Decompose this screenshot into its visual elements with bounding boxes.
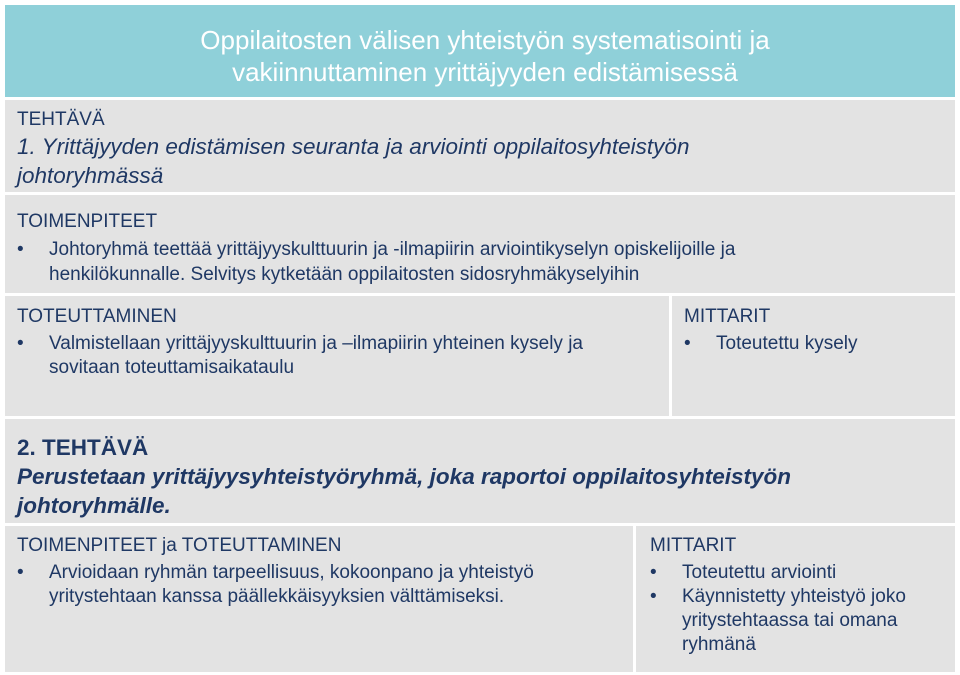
task-1-actions-label: TOIMENPITEET <box>17 211 158 232</box>
task-1-implementation-label: TOTEUTTAMINEN <box>17 306 177 327</box>
task-2-metrics-panel <box>636 526 955 672</box>
task-2-metrics-label: MITTARIT <box>650 535 737 556</box>
task-2-actions-panel <box>5 526 633 672</box>
task-1-text: 1. Yrittäjyyden edistämisen seuranta ja arviointi oppilaitosyhteistyön johtoryhmässä <box>17 134 690 188</box>
task-2-label: 2. TEHTÄVÄ <box>17 435 149 460</box>
page-title <box>135 24 835 88</box>
task-2-metrics-bullet: • Käynnistetty yhteistyö joko yritystehtaassa tai omana ryhmänä <box>650 585 932 657</box>
task-1-implementation-panel <box>5 296 669 416</box>
task-2-actions-label: TOIMENPITEET ja TOTEUTTAMINEN <box>17 535 342 556</box>
task-1-actions-panel <box>5 195 955 293</box>
task-1-implementation-bullet: • Valmistellaan yrittäjyyskulttuurin ja –ilmapiirin yhteinen kysely ja sovitaan toteuttamisaikataulu <box>17 332 637 380</box>
page-title-line-1: Oppilaitosten välisen yhteistyön systematisointi ja <box>200 25 770 55</box>
task-1-metrics-panel <box>672 296 955 416</box>
task-1-panel <box>5 100 955 192</box>
task-2-metrics-bullet: • Toteutettu arviointi <box>650 561 940 585</box>
task-2-text: Perustetaan yrittäjyysyhteistyöryhmä, joka raportoi oppilaitosyhteistyön johtoryhmälle. <box>17 464 791 518</box>
task-1-metrics-label: MITTARIT <box>684 306 771 327</box>
task-2-panel <box>5 419 955 523</box>
task-2-actions-bullet: • Arvioidaan ryhmän tarpeellisuus, kokoonpano ja yhteistyö yritystehtaan kanssa päällekkäisyyksien välttämiseksi. <box>17 561 607 609</box>
page-title-line-2: vakiinnuttaminen yrittäjyyden edistämisessä <box>232 57 738 87</box>
task-1-label: TEHTÄVÄ <box>17 109 105 130</box>
title-banner <box>5 5 955 97</box>
task-1-metrics-bullet: • Toteutettu kysely <box>684 332 944 356</box>
task-1-actions-bullet: • Johtoryhmä teettää yrittäjyyskulttuurin ja -ilmapiirin arviointikyselyn opiskelijoille ja henkilökunnalle. Selvitys kytketään oppilaitosten sidosryhmäkyselyihin <box>17 237 807 287</box>
